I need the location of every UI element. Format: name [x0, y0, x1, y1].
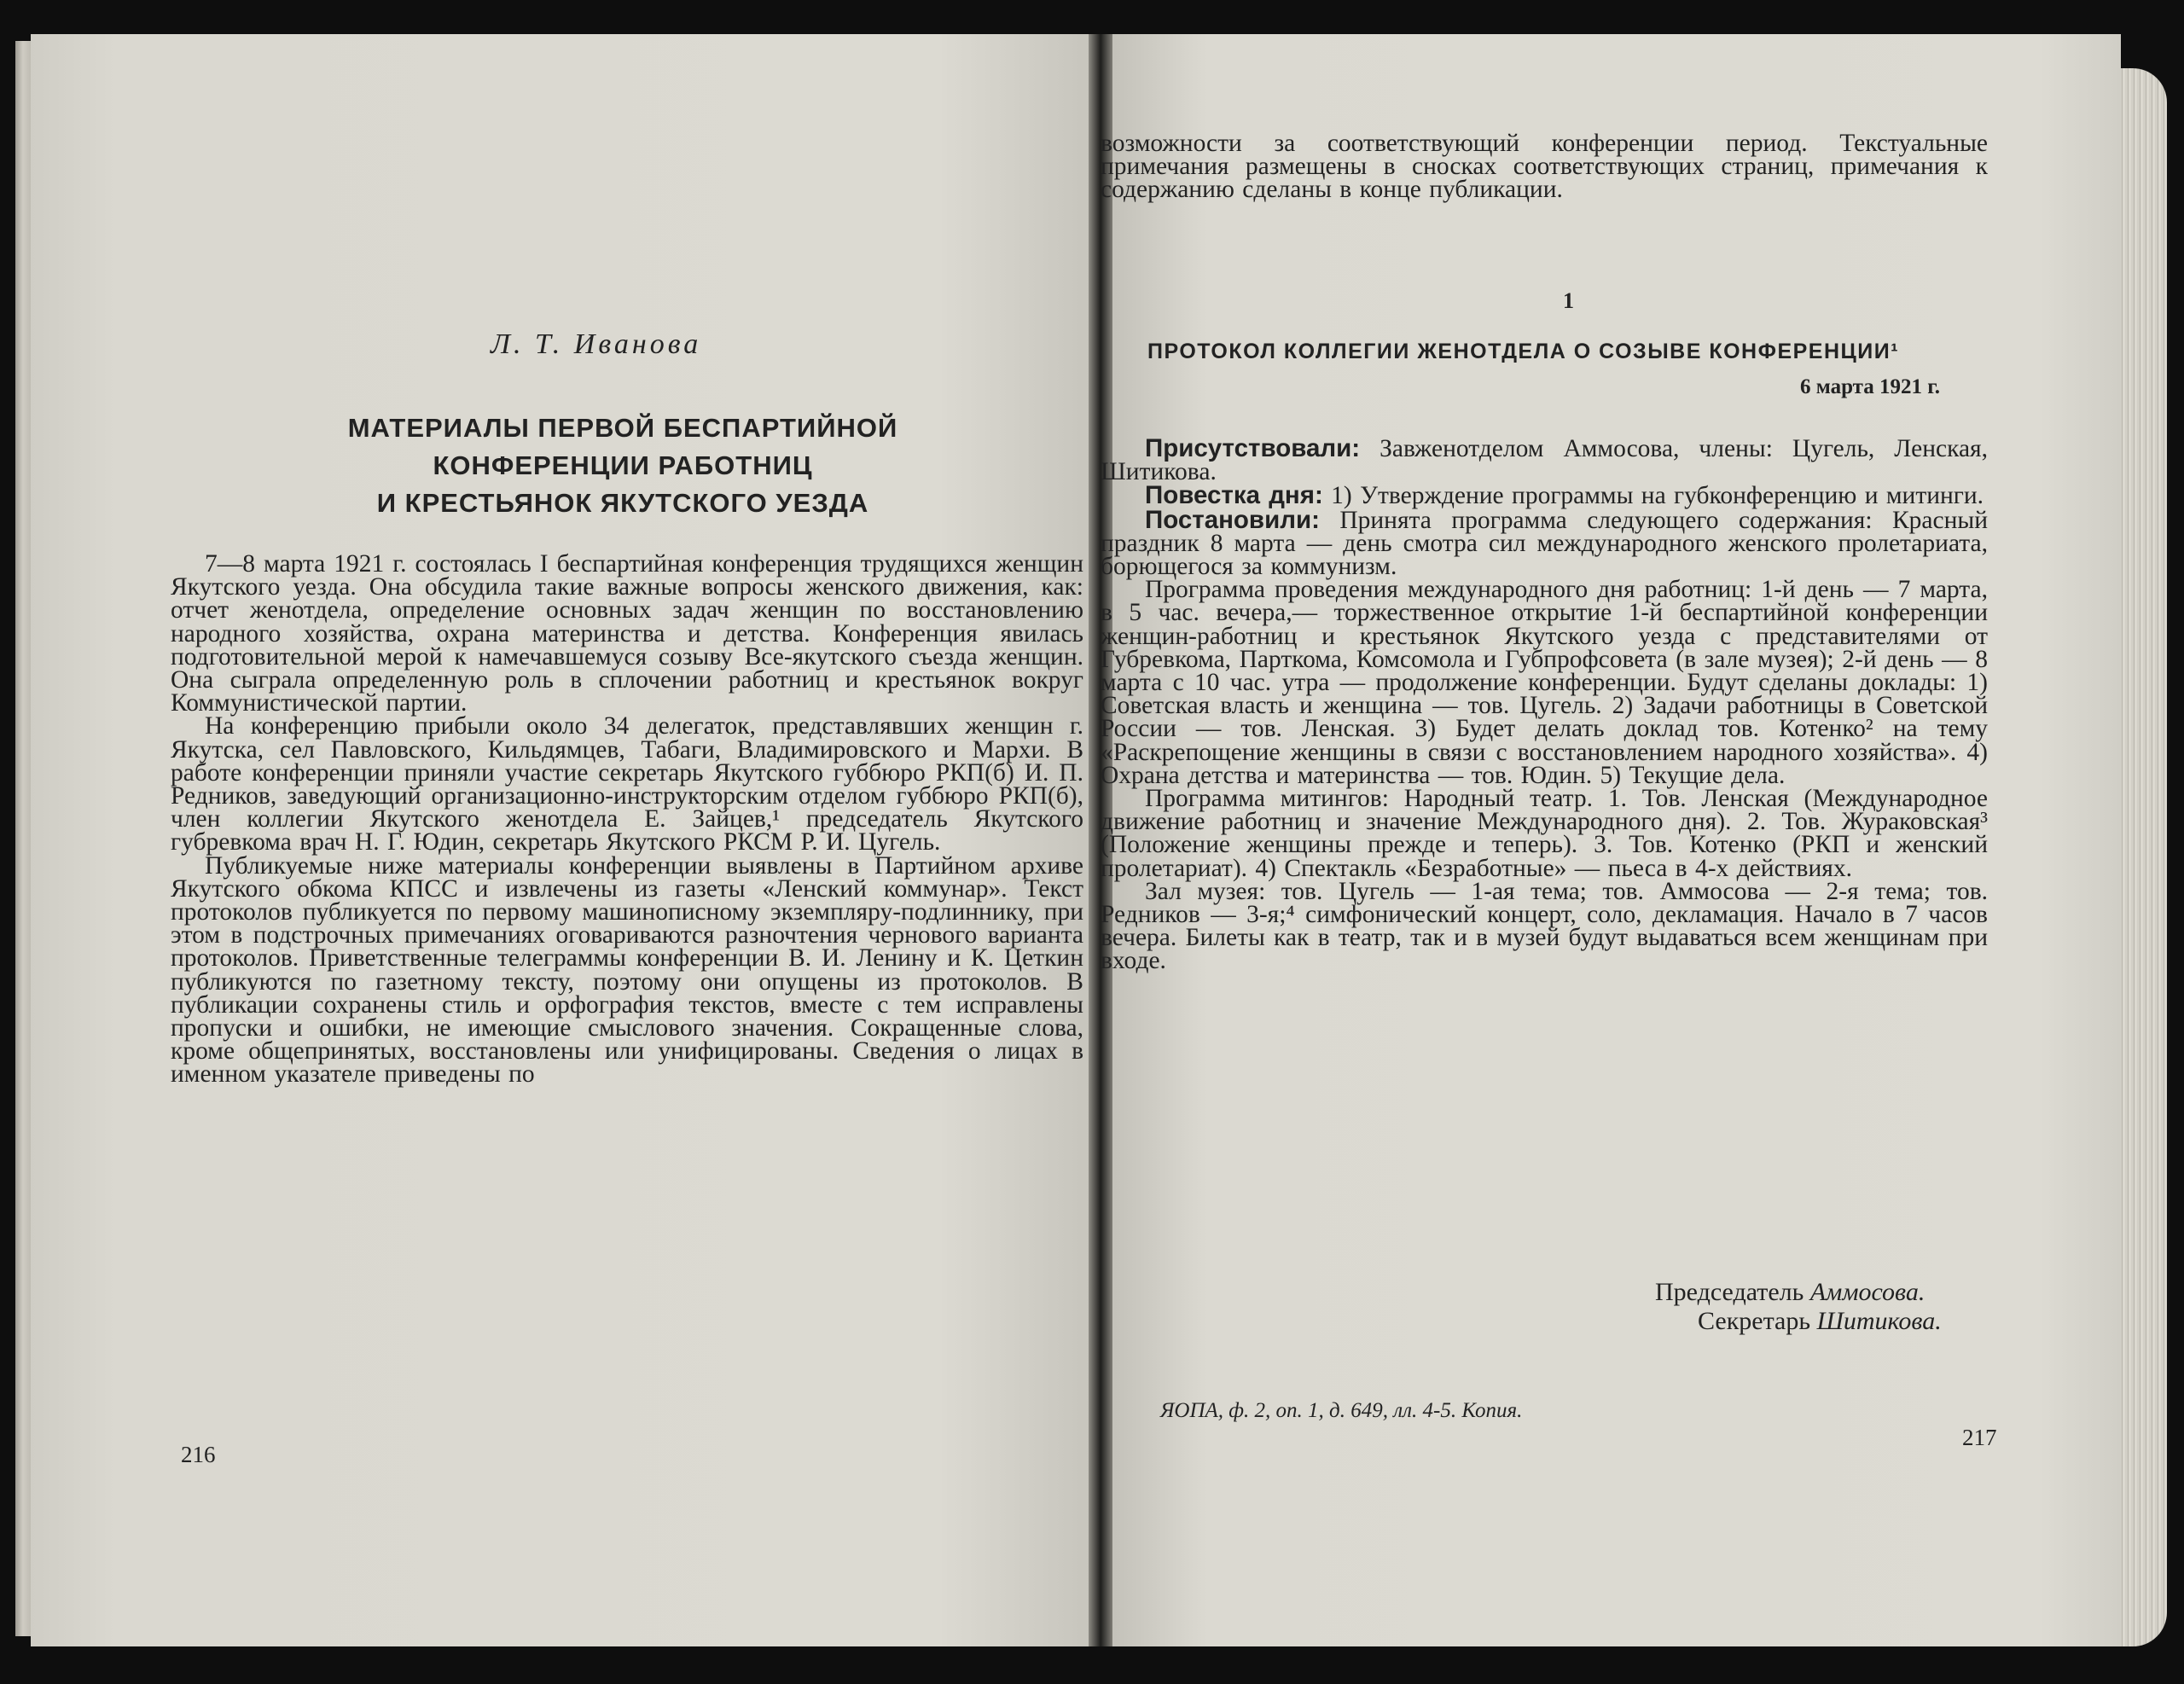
agenda-text: 1) Утверждение программы на губконференцию и митинги.: [1331, 482, 1984, 510]
page-number-left: 216: [181, 1442, 216, 1467]
signature-chair: [1655, 1278, 1925, 1307]
paragraph: Программа митингов: Народный театр. 1. Тов. Ленская (Международное движение работниц и значение Международного дня). 2. Тов. Жураковская³ (Положение женщины прежде и теперь). 3. Тов. Котенко (РКП и женский пролетариат). 4) Спектакль «Безработные» — пьеса в 4-х действиях.: [1101, 785, 1988, 882]
signature-role: Секретарь: [1698, 1307, 1811, 1335]
signature-role: Председатель: [1655, 1278, 1804, 1306]
present-paragraph: [1101, 434, 1989, 486]
title-line: МАТЕРИАЛЫ ПЕРВОЙ БЕСПАРТИЙНОЙ: [347, 413, 898, 443]
present-text: Завженотделом Аммосова, члены: Цугель, Ленская, Шитикова.: [1101, 435, 1989, 486]
title-line: И КРЕСТЬЯНОК ЯКУТСКОГО УЕЗДА: [376, 488, 869, 518]
article-title: [264, 409, 981, 522]
resolved-text: Принята программа следующего содержания: Красный праздник 8 марта — день смотра сил международного женского пролетариата, борющегося за коммунизм.: [1101, 506, 1988, 581]
right-body-text: [1101, 434, 1989, 975]
paragraph: возможности за соответствующий конференции период. Текстуальные примечания размещены в сносках соответствующих страниц, примечания к содержанию сделаны в конце публикации.: [1101, 130, 1988, 204]
page-number-right: 217: [1962, 1425, 1997, 1450]
agenda-paragraph: [1101, 481, 1988, 510]
resolved-paragraph: [1101, 505, 1988, 581]
author-name: Л. Т. Иванова: [491, 328, 702, 360]
resolved-label: Постановили:: [1145, 505, 1320, 534]
signature-secretary: [1698, 1307, 1942, 1336]
signature-name: Шитикова.: [1816, 1307, 1942, 1335]
right-continuation-text: [1101, 132, 1988, 202]
document-number: 1: [1563, 288, 1574, 313]
paragraph: Зал музея: тов. Цугель — 1-ая тема; тов. Аммосова — 2-я тема; тов. Редников — 3-я;⁴ симфонический концерт, соло, декламация. Начало в 7 часов вечера. Билеты как в театр, так и в музей будут выдаваться всем женщинам при входе.: [1101, 877, 1988, 975]
document-title: ПРОТОКОЛ КОЛЛЕГИИ ЖЕНОТДЕЛА О СОЗЫВЕ КОНФЕРЕНЦИИ¹: [1147, 340, 1900, 363]
document-date: 6 марта 1921 г.: [1800, 375, 1941, 398]
signature-name: Аммосова.: [1809, 1278, 1926, 1306]
title-line: КОНФЕРЕНЦИИ РАБОТНИЦ: [433, 450, 813, 480]
paragraph: На конференцию прибыли около 34 делегаток, представлявших женщин г. Якутска, сел Павловского, Кильдямцев, Табаги, Владимировского и Мархи. В работе конференции приняли участие секретарь Якутского губбюро РКП(б) И. П. Редников, заведующий организационно-инструкторским отделом губбюро РКП(б), член коллегии Якутского женотдела Е. Зайцев,¹ председатель Якутского губревкома врач Н. Г. Юдин, секретарь Якутского РКСМ Р. И. Цугель.: [171, 712, 1083, 857]
archive-source: ЯОПА, ф. 2, оп. 1, д. 649, лл. 4-5. Копия.: [1160, 1399, 1523, 1422]
paragraph: 7—8 марта 1921 г. состоялась I беспартийная конференция трудящихся женщин Якутского уезда. Она обсудила такие важные вопросы женского движения, как: отчет женотдела, определение основных задач женщин по восстановлению народного хозяйства, охрана материнства и детства. Конференция явилась подготовительной мерой к намечавшемуся созыву Все-якутского съезда женщин. Она сыграла определенную роль в сплочении работниц и крестьянок вокруг Коммунистической партии.: [171, 550, 1083, 717]
left-body-text: [171, 550, 1083, 1089]
paragraph: Программа проведения международного дня работниц: 1-й день — 7 марта, в 5 час. вечера,— торжественное открытие 1-й беспартийной конференции женщин-работниц и крестьянок Якутского уезда с представителями от Губревкома, Парткома, Комсомола и Губпрофсовета (в зале музея); 2-й день — 8 марта с 10 час. утра — продолжение конференции. Будут сделаны доклады: 1) Советская власть и женщина — тов. Цугель. 2) Задачи работницы в Советской России — тов. Ленская. 3) Будет делать доклад тов. Котенко² на тему «Раскрепощение женщины в связи с восстановлением народного хозяйства». 4) Охрана детства и материнства — тов. Юдин. 5) Текущие дела.: [1101, 576, 1988, 789]
present-label: Присутствовали:: [1145, 434, 1361, 462]
paragraph: Публикуемые ниже материалы конференции выявлены в Партийном архиве Якутского обкома КПСС и извлечены из газеты «Ленский коммунар». Текст протоколов публикуется по первому машинописному экземпляру-подлиннику, при этом в подстрочных примечаниях оговариваются разночтения чернового варианта протоколов. Приветственные телеграммы конференции В. И. Ленину и К. Цеткин публикуются по газетному тексту, поэтому они опущены из протоколов. В публикации сохранены стиль и орфография текстов, вместе с тем исправлены пропуски и ошибки, не имеющие смыслового значения. Сокращенные слова, кроме общепринятых, восстановлены или унифицированы. Сведения о лицах в именном указателе приведены по: [171, 851, 1083, 1089]
agenda-label: Повестка дня:: [1145, 481, 1323, 510]
